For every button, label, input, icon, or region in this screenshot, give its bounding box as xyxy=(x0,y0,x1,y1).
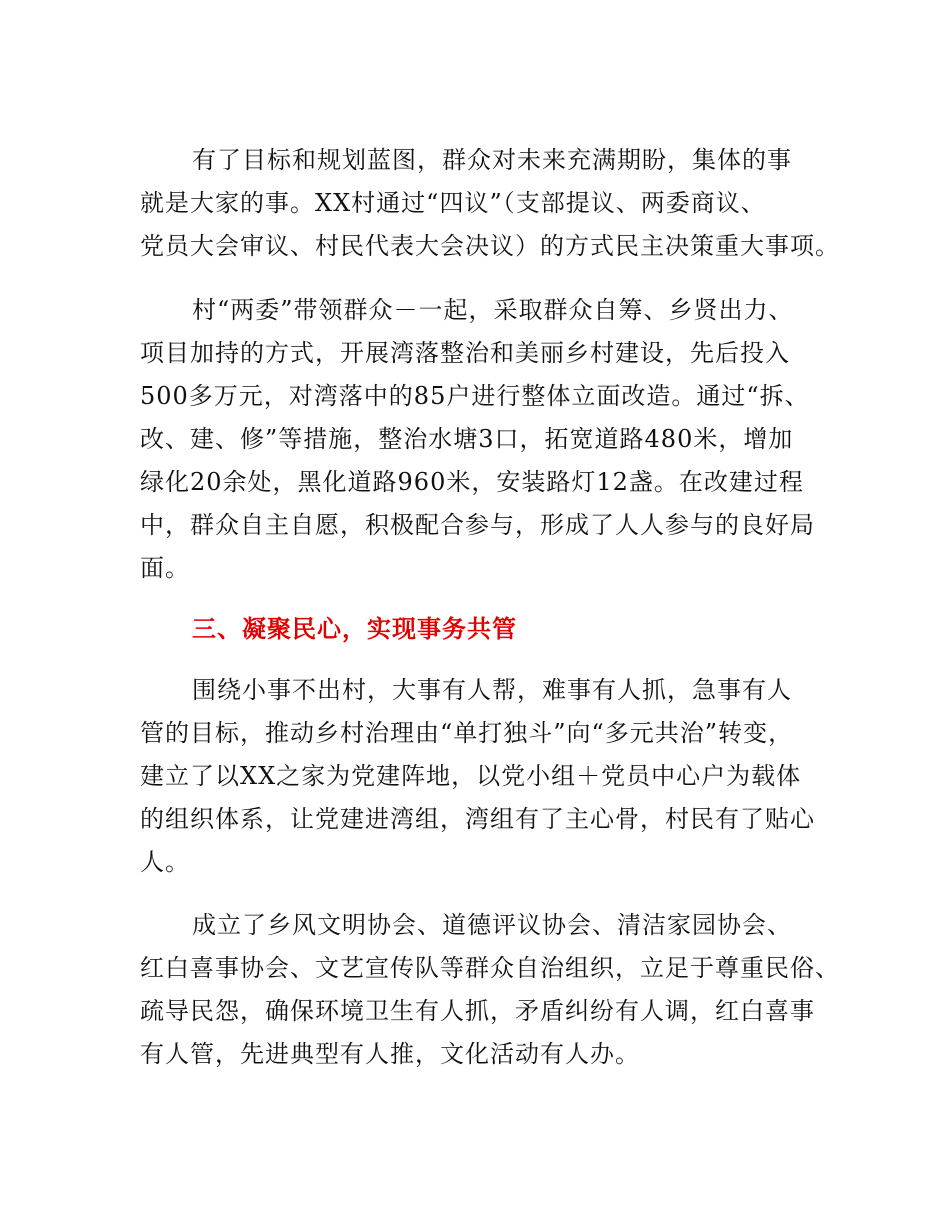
paragraph-line: 500多万元，对湾落中的85户进行整体立面改造。通过“拆、 xyxy=(140,382,810,410)
paragraph-line: 村“两委”带领群众－一起，采取群众自筹、乡贤出力、 xyxy=(192,296,794,324)
paragraph-line: 改、建、修”等措施，整治水塘3口，拓宽道路480米，增加 xyxy=(140,425,794,453)
paragraph-line: 面。 xyxy=(140,554,190,582)
paragraph-line: 有了目标和规划蓝图，群众对未来充满期盼，集体的事 xyxy=(192,146,792,174)
paragraph-line: 有人管，先进典型有人推，文化活动有人办。 xyxy=(140,1040,640,1068)
paragraph-line: 建立了以XX之家为党建阵地，以党小组＋党员中心户为载体 xyxy=(140,762,802,790)
paragraph-village-renovation xyxy=(140,289,840,590)
section-heading: 三、凝聚民心，实现事务共管 xyxy=(192,615,517,643)
paragraph-line: 就是大家的事。XX村通过“四议”（支部提议、两委商议、 xyxy=(140,189,766,217)
paragraph-line: 中，群众自主自愿，积极配合参与，形成了人人参与的良好局 xyxy=(140,511,815,539)
paragraph-line: 围绕小事不出村，大事有人帮，难事有人抓，急事有人 xyxy=(192,676,792,704)
paragraph-line: 红白喜事协会、文艺宣传队等群众自治组织，立足于尊重民俗、 xyxy=(140,954,840,982)
paragraph-line: 项目加持的方式，开展湾落整治和美丽乡村建设，先后投入 xyxy=(140,339,790,367)
paragraph-line: 成立了乡风文明协会、道德评议协会、清洁家园协会、 xyxy=(192,911,792,939)
paragraph-line: 党员大会审议、村民代表大会决议）的方式民主决策重大事项。 xyxy=(140,232,840,260)
paragraph-line: 绿化20余处，黑化道路960米，安装路灯12盏。在改建过程 xyxy=(140,468,804,496)
paragraph-line: 管的目标，推动乡村治理由“单打独斗”向“多元共治”转变， xyxy=(140,719,794,747)
paragraph-line: 人。 xyxy=(140,848,190,876)
paragraph-line: 疏导民怨，确保环境卫生有人抓，矛盾纠纷有人调，红白喜事 xyxy=(140,997,815,1025)
paragraph-governance-system xyxy=(140,669,840,884)
paragraph-goals-and-decisions xyxy=(140,139,840,268)
paragraph-line: 的组织体系，让党建进湾组，湾组有了主心骨，村民有了贴心 xyxy=(140,805,815,833)
paragraph-self-governance-organizations xyxy=(140,904,840,1076)
